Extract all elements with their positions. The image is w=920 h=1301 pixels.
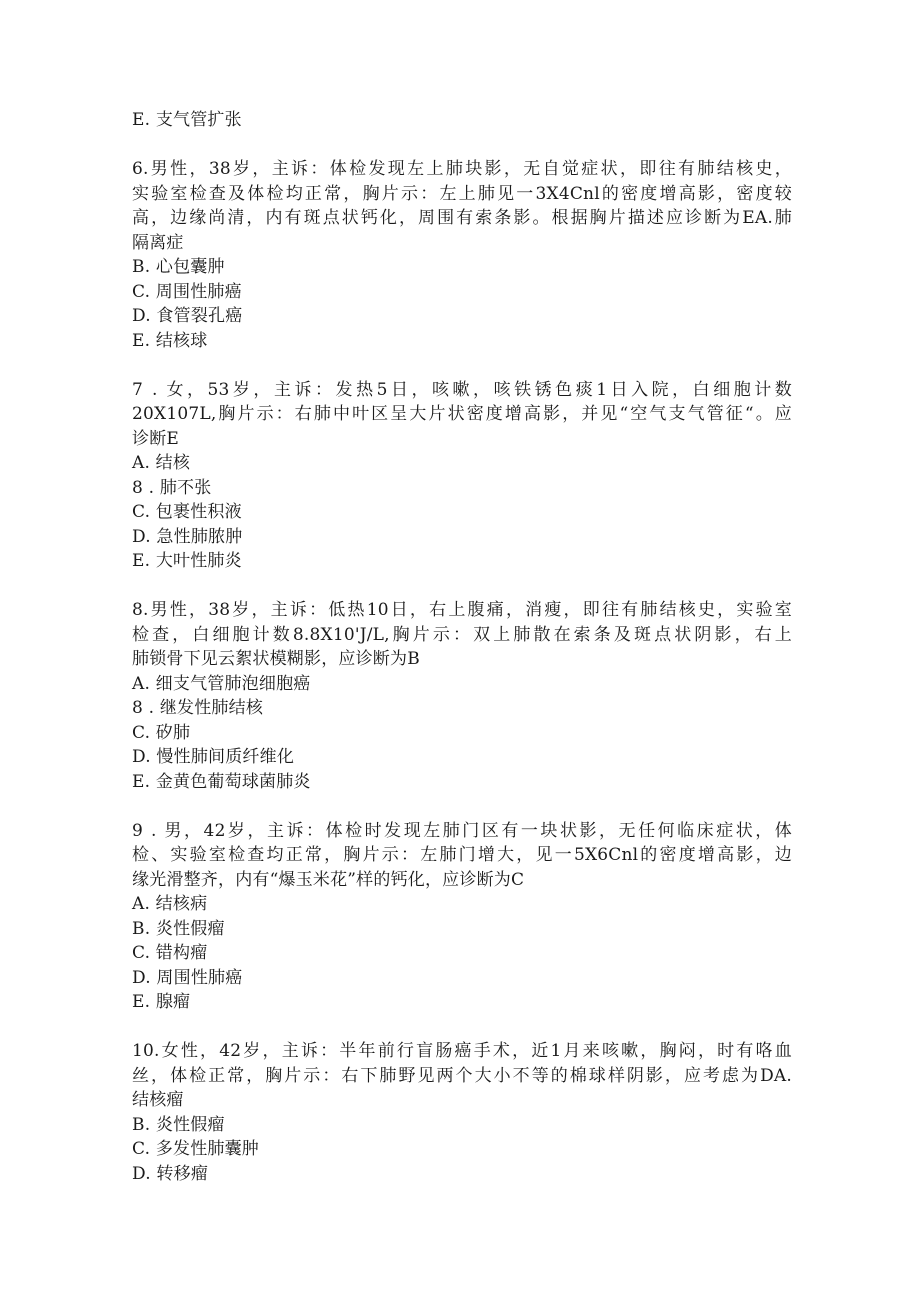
paragraph-gap bbox=[132, 1015, 792, 1040]
question-stem bbox=[132, 378, 792, 452]
stem-line: 10.女性，42岁，主诉：半年前行盲肠癌手术，近1月来咳嗽，胸闷，时有咯血 bbox=[132, 1041, 792, 1061]
option-line: 8 . 继发性肺结核 bbox=[132, 698, 264, 718]
stem-line: 20X107L,胸片示：右肺中叶区呈大片状密度增高影，并见“空气支气管征“。应 bbox=[132, 404, 792, 424]
question-block bbox=[132, 598, 792, 794]
option-line: B. 炎性假瘤 bbox=[132, 1114, 225, 1135]
option-line: B. 炎性假瘤 bbox=[132, 918, 225, 939]
question-stem bbox=[132, 598, 792, 672]
stem-line: 高，边缘尚清，内有斑点状钙化，周围有索条影。根据胸片描述应诊断为EA.肺 bbox=[132, 208, 792, 228]
stem-line: 9 . 男，42岁，主诉：体检时发现左肺门区有一块状影，无任何临床症状，体 bbox=[132, 820, 792, 841]
option-line: D. 急性肺脓肿 bbox=[132, 526, 243, 547]
option-line: C. 周围性肺癌 bbox=[132, 281, 242, 302]
option-line: A. 细支气管肺泡细胞癌 bbox=[132, 673, 311, 694]
question-stem bbox=[132, 157, 792, 255]
option-line: A. 结核 bbox=[132, 453, 191, 473]
paragraph-gap bbox=[132, 353, 792, 378]
question-block bbox=[132, 378, 792, 574]
stem-line: 8.男性，38岁，主诉：低热10日，右上腹痛，消瘦，即往有肺结核史，实验室 bbox=[132, 600, 792, 620]
stem-line: 诊断E bbox=[132, 428, 180, 449]
stem-line: 隔离症 bbox=[132, 232, 184, 253]
question-block bbox=[132, 819, 792, 1015]
paragraph-gap bbox=[132, 794, 792, 819]
stem-line: 检查，白细胞计数8.8X10'J/L,胸片示：双上肺散在索条及斑点状阴影，右上 bbox=[132, 624, 792, 645]
option-line: A. 结核病 bbox=[132, 894, 208, 914]
option-line: D. 食管裂孔癌 bbox=[132, 306, 243, 326]
option-line: E. 金黄色葡萄球菌肺炎 bbox=[132, 771, 311, 792]
option-line: B. 心包囊肿 bbox=[132, 257, 225, 277]
option-line: E. 大叶性肺炎 bbox=[132, 551, 242, 571]
paragraph-gap bbox=[132, 133, 792, 158]
paragraph-gap bbox=[132, 574, 792, 599]
stem-line: 6.男性，38岁，主诉：体检发现左上肺块影，无自觉症状，即往有肺结核史， bbox=[132, 159, 792, 179]
stem-line: 7 . 女，53岁，主诉：发热5日，咳嗽，咳铁锈色痰1日入院，白细胞计数 bbox=[132, 379, 792, 400]
option-line: 8 . 肺不张 bbox=[132, 477, 212, 498]
document-page bbox=[132, 108, 792, 1186]
option-line: D. 周围性肺癌 bbox=[132, 967, 243, 988]
option-line: C. 多发性肺囊肿 bbox=[132, 1139, 260, 1159]
option-line: C. 包裹性积液 bbox=[132, 502, 242, 522]
option-line: E. 结核球 bbox=[132, 330, 208, 351]
stem-line: 检、实验室检查均正常，胸片示：左肺门增大，见一5X6Cnl的密度增高影，边 bbox=[132, 845, 792, 865]
stem-line: 结核瘤 bbox=[132, 1090, 184, 1110]
question-block bbox=[132, 157, 792, 353]
stem-line: 丝，体检正常，胸片示：右下肺野见两个大小不等的棉球样阴影，应考虑为DA. bbox=[132, 1065, 792, 1086]
stem-line: 缘光滑整齐，内有“爆玉米花”样的钙化，应诊断为C bbox=[132, 869, 525, 890]
question-stem bbox=[132, 1039, 792, 1113]
stem-line: 肺锁骨下见云絮状模糊影，应诊断为B bbox=[132, 649, 420, 669]
question-stem bbox=[132, 819, 792, 893]
option-line: C. 错构瘤 bbox=[132, 943, 208, 963]
question-block bbox=[132, 1039, 792, 1186]
option-line: E. 腺瘤 bbox=[132, 992, 191, 1012]
stem-line: 实验室检查及体检均正常，胸片示：左上肺见一3X4Cnl的密度增高影，密度较 bbox=[132, 183, 792, 204]
option-line: E. 支气管扩张 bbox=[132, 110, 242, 130]
option-line: D. 慢性肺间质纤维化 bbox=[132, 747, 295, 767]
option-line: C. 矽肺 bbox=[132, 722, 191, 743]
option-line: D. 转移瘤 bbox=[132, 1163, 209, 1184]
